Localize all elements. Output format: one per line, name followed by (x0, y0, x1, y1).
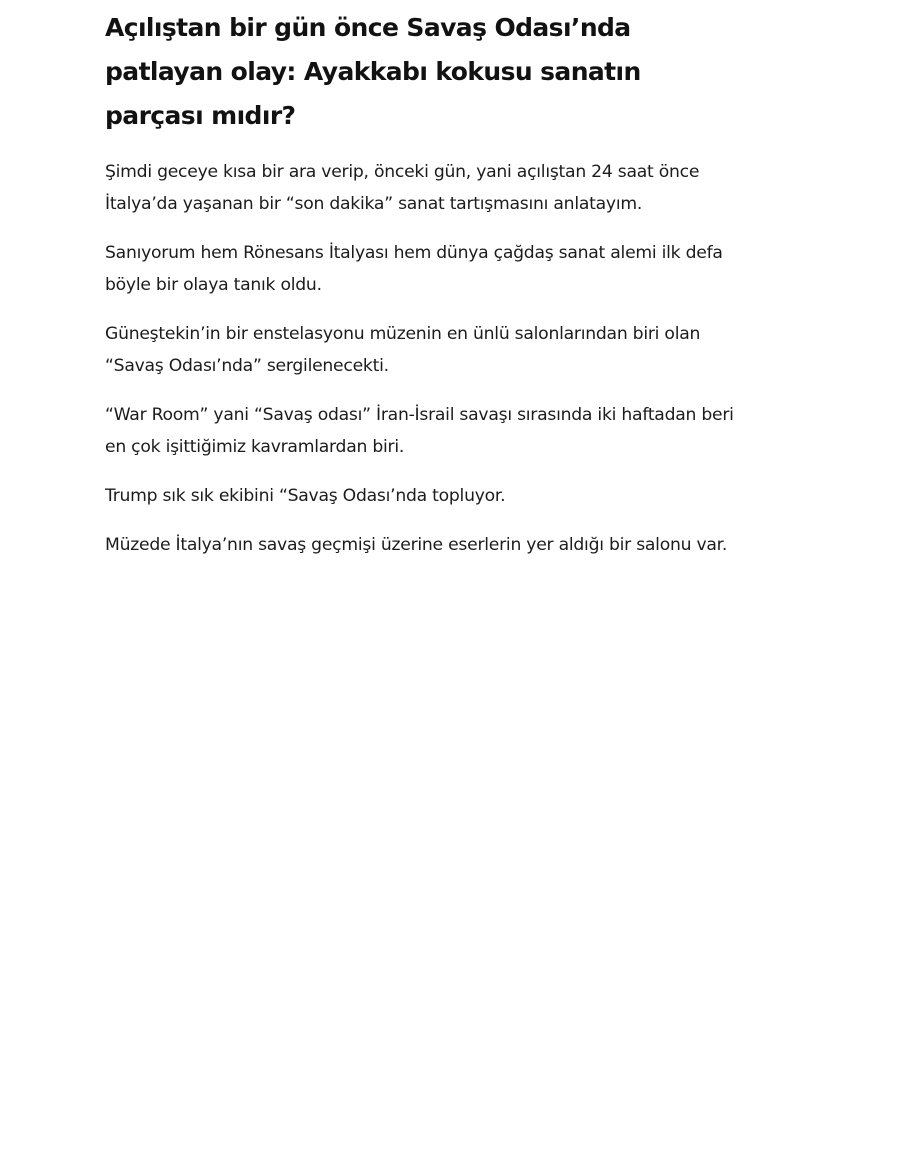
article-paragraph-6: Müzede İtalya’nın savaş geçmişi üzerine eserlerin yer aldığı bir salonu var. (105, 535, 728, 555)
article-paragraph-3: Güneştekin’in bir enstelasyonu müzenin en ünlü salonlarından biri olan “Savaş Odası’nda” sergilenecekti. (105, 324, 701, 376)
article-paragraph-2: Sanıyorum hem Rönesans İtalyası hem dünya çağdaş sanat alemi ilk defa böyle bir olaya tanık oldu. (105, 243, 723, 295)
article-paragraph-4: “War Room” yani “Savaş odası” İran-İsrail savaşı sırasında iki haftadan beri en çok işittiğimiz kavramlardan biri. (105, 405, 734, 457)
article-paragraph-5: Trump sık sık ekibini “Savaş Odası’nda topluyor. (105, 486, 506, 506)
article-body (105, 0, 745, 561)
article-headline: Açılıştan bir gün önce Savaş Odası’nda patlayan olay: Ayakkabı kokusu sanatın parçası mıdır? (105, 13, 641, 130)
article-paragraph-1: Şimdi geceye kısa bir ara verip, önceki gün, yani açılıştan 24 saat önce İtalya’da yaşanan bir “son dakika” sanat tartışmasını anlatayım. (105, 162, 700, 214)
